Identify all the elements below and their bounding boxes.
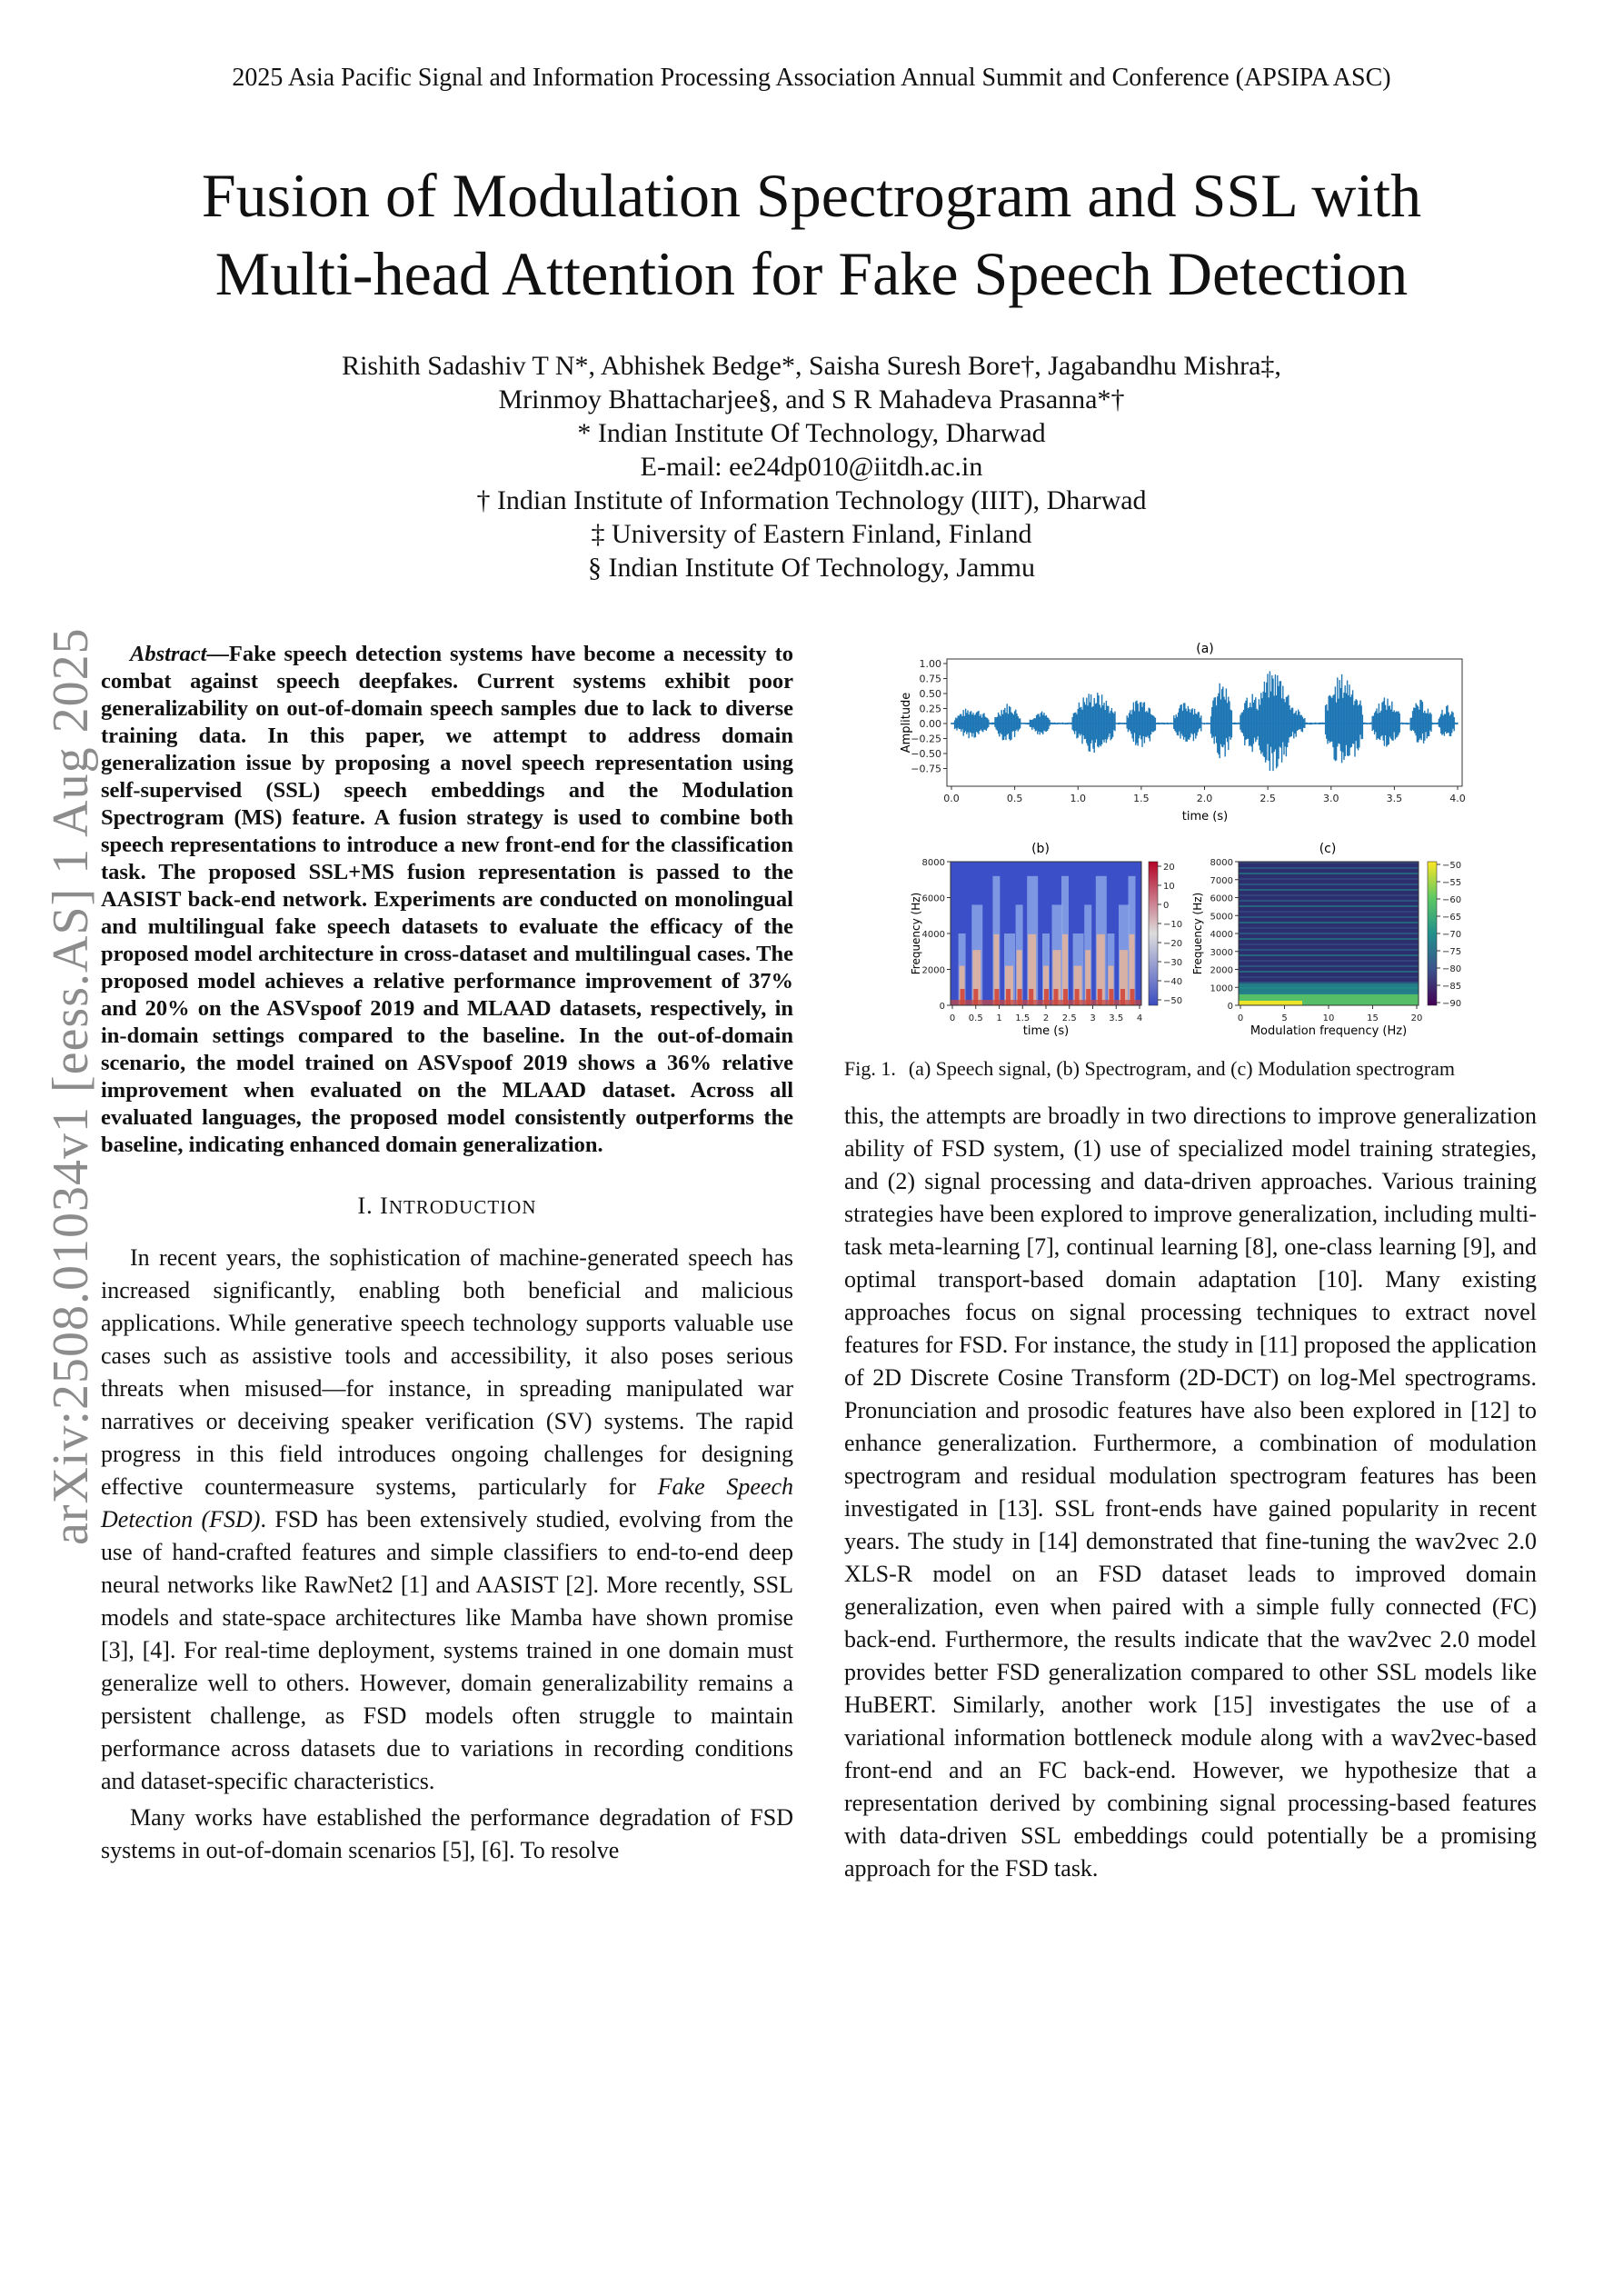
- title-line-1: Fusion of Modulation Spectrogram and SSL with: [201, 161, 1422, 230]
- y-tick-label: −0.50: [911, 748, 941, 760]
- y-tick-label: −90: [1442, 999, 1462, 1009]
- figure-caption-text: (a) Speech signal, (b) Spectrogram, and (c) Modulation spectrogram: [908, 1057, 1455, 1080]
- figure-1-svg: [844, 636, 1537, 1054]
- panel-a-yticks: [911, 658, 947, 775]
- intro-paragraph-1: [101, 1242, 793, 1798]
- x-tick-label: 2.5: [1061, 1013, 1077, 1023]
- y-tick-label: 6000: [921, 893, 945, 904]
- affiliation-1: * Indian Institute Of Technology, Dharwad: [577, 418, 1046, 448]
- author-line-2: Mrinmoy Bhattacharjee§, and S R Mahadeva Prasanna*†: [498, 384, 1125, 414]
- x-tick-label: 1.5: [1015, 1013, 1031, 1023]
- intro-paragraph-2: Many works have established the performance degradation of FSD systems in out-of-domain scenarios [5], [6]. To resolve: [101, 1804, 793, 1863]
- x-tick-label: 0: [949, 1013, 956, 1023]
- x-tick-label: 10: [1322, 1013, 1335, 1023]
- affiliation-4: § Indian Institute Of Technology, Jammu: [588, 553, 1035, 583]
- abstract-text: —Fake speech detection systems have become a necessity to combat against speech deepfakes. Current systems exhibit poor generalizability on out-of-domain speech samples due to lack to diverse training data. In this paper, we attempt to address domain generalization issue by proposing a novel speech representation using self-supervised (SSL) speech embeddings and the Modulation Spectrogram (MS) feature. A fusion strategy is used to combine both speech representations to introduce a new front-end for the classification task. The proposed SSL+MS fusion representation is passed to the AASIST back-end network. Experiments are conducted on monolingual and multilingual fake speech datasets to evaluate the efficacy of the proposed model architecture in cross-dataset and multilingual cases. The proposed model achieves a relative performance improvement of 37% and 20% on the ASVspoof 2019 and MLAAD datasets, respectively, in in-domain settings compared to the baseline. In the out-of-domain scenario, the model trained on ASVspoof 2019 shows a 36% relative improvement when evaluated on the MLAAD dataset. Across all evaluated languages, the proposed model consistently outperforms the baseline, indicating enhanced domain generalization.: [101, 642, 793, 1157]
- intro-p1-em: Fake Speech Detection (FSD): [101, 1473, 793, 1532]
- panel-c-yticks: [1210, 858, 1239, 1012]
- panel-a-xlabel: time (s): [1181, 810, 1229, 824]
- panel-c-ylabel: Frequency (Hz): [1191, 892, 1204, 975]
- panel-b-xticks: [950, 1005, 1142, 1023]
- intro-paragraph-3: this, the attempts are broadly in two directions to improve generalization ability of FSD system, (1) use of specialized model training strategies, and (2) signal processing and data-driven approaches. Various training strategies have been explored to improve generalization, including multi-task meta-learning [7], continual learning [8], one-class learning [9], and optimal transport-based domain adaptation [10]. Many existing approaches focus on signal processing techniques to extract novel features for FSD. For instance, the study in [11] proposed the application of 2D Discrete Cosine Transform (2D-DCT) on log-Mel spectrograms. Pronunciation and prosodic features have also been explored in [12] to enhance generalization. Furthermore, a combination of modulation spectrogram and residual modulation spectrogram features has been investigated in [13]. SSL front-ends have gained popularity in recent years. The study in [14] demonstrated that fine-tuning the wav2vec 2.0 XLS-R model on an FSD dataset leads to improved domain generalization, even when paired with a simple fully connected (FC) back-end. Furthermore, the results indicate that the wav2vec 2.0 model provides better FSD generalization compared to other SSL models like HuBERT. Similarly, another work [15] investigates the use of a variational information bottleneck module along with a wav2vec-based front-end and an FC back-end. However, we hypothesize that a representation derived by combining signal processing-based features with data-driven SSL embeddings could potentially be a promising approach for the FSD task.: [844, 1103, 1537, 1882]
- y-tick-label: 2000: [921, 965, 945, 976]
- panel-c-xticks: [1238, 1005, 1423, 1023]
- y-tick-label: 1000: [1210, 983, 1233, 994]
- y-tick-label: −0.25: [911, 733, 941, 745]
- title-line-2: Multi-head Attention for Fake Speech Detection: [214, 239, 1409, 308]
- y-tick-label: −70: [1442, 930, 1462, 940]
- y-tick-label: −40: [1163, 977, 1183, 987]
- mod-band: [1239, 873, 1419, 874]
- conference-header: 2025 Asia Pacific Signal and Information Processing Association Annual Summit and Conference (APSIPA ASC): [232, 64, 1391, 92]
- mod-band: [1239, 971, 1419, 973]
- y-tick-label: 4000: [1210, 930, 1233, 940]
- section-heading-introduction: [101, 1190, 793, 1223]
- section-first-letter: I: [380, 1193, 389, 1219]
- left-column: [101, 641, 793, 1867]
- y-tick-label: −20: [1163, 939, 1183, 949]
- author-block: [0, 349, 1623, 584]
- x-tick-label: 1.0: [1070, 793, 1086, 804]
- y-tick-label: 8000: [1210, 858, 1233, 868]
- y-tick-label: 0.25: [919, 703, 941, 715]
- mod-band: [1239, 954, 1419, 956]
- panel-c-title: (c): [1319, 842, 1337, 856]
- x-tick-label: 2: [1042, 1013, 1050, 1023]
- section-number: I.: [357, 1193, 373, 1219]
- y-tick-label: 0: [939, 1002, 945, 1012]
- figure-number: Fig. 1.: [844, 1057, 896, 1080]
- y-tick-label: −0.75: [911, 763, 941, 775]
- mod-band: [1239, 965, 1419, 967]
- panel-a-title: (a): [1196, 642, 1214, 656]
- y-tick-label: −30: [1163, 958, 1183, 968]
- mod-band: [1239, 976, 1419, 978]
- mod-band: [1239, 949, 1419, 951]
- y-tick-label: 20: [1163, 863, 1175, 873]
- panel-a-xticks: [943, 786, 1466, 804]
- x-tick-label: 5: [1281, 1013, 1288, 1023]
- intro-p1-a: In recent years, the sophistication of machine-generated speech has increased significantly, enabling both beneficial and malicious applications. While generative speech technology supports valuable use cases such as assistive tools and accessibility, it also poses serious threats when misused—for instance, in spreading manipulated war narratives or deceiving speaker verification (SV) systems. The rapid progress in this field introduces ongoing challenges for designing effective countermeasure systems, particularly for: [101, 1244, 793, 1500]
- mod-band: [1239, 916, 1419, 918]
- y-tick-label: 0.00: [919, 718, 941, 730]
- abstract: [101, 641, 793, 1159]
- mod-band: [1239, 900, 1419, 902]
- x-tick-label: 20: [1410, 1013, 1423, 1023]
- mod-band: [1239, 878, 1419, 880]
- panel-c-xlabel: Modulation frequency (Hz): [1250, 1024, 1408, 1038]
- y-tick-label: −85: [1442, 982, 1462, 992]
- mod-band: [1239, 933, 1419, 934]
- x-tick-label: 3.5: [1386, 793, 1403, 804]
- figure-1: [844, 636, 1537, 1054]
- author-email: E-mail: ee24dp010@iitdh.ac.in: [640, 452, 983, 482]
- x-tick-label: 0: [1237, 1013, 1244, 1023]
- paper-title: [0, 156, 1623, 313]
- mod-band: [1239, 905, 1419, 907]
- y-tick-label: 2000: [1210, 965, 1233, 976]
- x-tick-label: 0.5: [1006, 793, 1023, 804]
- x-tick-label: 0.0: [943, 793, 960, 804]
- right-column: [844, 1100, 1537, 1885]
- panel-a-ylabel: Amplitude: [900, 692, 913, 754]
- mod-band: [1239, 960, 1419, 962]
- panel-c-colorbar-ticks: [1437, 861, 1461, 1009]
- y-tick-label: 0.75: [919, 673, 941, 685]
- panel-b-colorbar-ticks: [1158, 863, 1182, 1006]
- x-tick-label: 4.0: [1449, 793, 1466, 804]
- y-tick-label: −55: [1442, 878, 1462, 888]
- y-tick-label: −60: [1442, 895, 1462, 905]
- y-tick-label: −75: [1442, 947, 1462, 957]
- arxiv-stamp: arXiv:2508.01034v1 [eess.AS] 1 Aug 2025: [43, 627, 99, 1545]
- x-tick-label: 3.0: [1323, 793, 1339, 804]
- section-rest: NTRODUCTION: [388, 1196, 537, 1218]
- y-tick-label: 1.00: [919, 658, 941, 670]
- x-tick-label: 1: [996, 1013, 1002, 1023]
- mod-band: [1239, 927, 1419, 929]
- x-tick-label: 3: [1090, 1013, 1096, 1023]
- y-tick-label: 8000: [921, 858, 945, 868]
- y-tick-label: 3000: [1210, 947, 1233, 958]
- x-tick-label: 0.5: [968, 1013, 983, 1023]
- y-tick-label: 6000: [1210, 893, 1233, 904]
- y-tick-label: 7000: [1210, 875, 1233, 886]
- y-tick-label: −10: [1163, 920, 1183, 930]
- y-tick-label: 5000: [1210, 912, 1233, 923]
- y-tick-label: −80: [1442, 964, 1462, 974]
- panel-b-yticks: [922, 858, 951, 1012]
- panel-c-colorbar: [1428, 862, 1437, 1005]
- figure-caption: [844, 1057, 1537, 1081]
- mod-band: [1239, 894, 1419, 896]
- y-tick-label: −65: [1442, 913, 1462, 923]
- mod-band: [1239, 922, 1419, 923]
- mod-band: [1239, 867, 1419, 869]
- x-tick-label: 2.0: [1196, 793, 1213, 804]
- mod-band: [1239, 889, 1419, 891]
- mod-band: [1239, 938, 1419, 940]
- y-tick-label: 0.50: [919, 688, 941, 700]
- x-tick-label: 2.5: [1260, 793, 1276, 804]
- intro-p1-b: . FSD has been extensively studied, evolving from the use of hand-crafted features and simple classifiers to end-to-end deep neural networks like RawNet2 [1] and AASIST [2]. More recently, SSL models and state-space architectures like Mamba have shown promise [3], [4]. For real-time deployment, systems trained in one domain must generalize well to others. However, domain generalizability remains a persistent challenge, as FSD models often struggle to maintain performance across datasets due to variations in recording conditions and dataset-specific characteristics.: [101, 1506, 794, 1794]
- mod-band: [1239, 982, 1419, 983]
- y-tick-label: 0: [1163, 901, 1170, 911]
- y-tick-label: 4000: [921, 930, 945, 940]
- y-tick-label: 10: [1163, 882, 1175, 892]
- x-tick-label: 15: [1367, 1013, 1379, 1023]
- panel-b-xlabel: time (s): [1022, 1024, 1070, 1038]
- mod-band: [1239, 883, 1419, 885]
- author-line-1: Rishith Sadashiv T N*, Abhishek Bedge*, Saisha Suresh Bore†, Jagabandhu Mishra‡,: [342, 351, 1281, 381]
- affiliation-2: † Indian Institute of Information Technology (IIIT), Dharwad: [476, 485, 1147, 515]
- low-band: [951, 1000, 1141, 1005]
- y-tick-label: −50: [1442, 861, 1462, 871]
- x-tick-label: 3.5: [1109, 1013, 1124, 1023]
- panel-b-ylabel: Frequency (Hz): [910, 892, 922, 975]
- abstract-lead: Abstract: [130, 642, 207, 666]
- mod-band: [1239, 943, 1419, 945]
- dc-hot: [1239, 1001, 1302, 1005]
- affiliation-3: ‡ University of Eastern Finland, Finland: [591, 519, 1032, 549]
- panel-b-colorbar: [1149, 862, 1158, 1005]
- panel-b-title: (b): [1031, 842, 1050, 856]
- y-tick-label: −50: [1163, 996, 1183, 1006]
- x-tick-label: 1.5: [1133, 793, 1150, 804]
- x-tick-label: 4: [1136, 1013, 1143, 1023]
- y-tick-label: 0: [1227, 1002, 1233, 1012]
- mod-band: [1239, 911, 1419, 913]
